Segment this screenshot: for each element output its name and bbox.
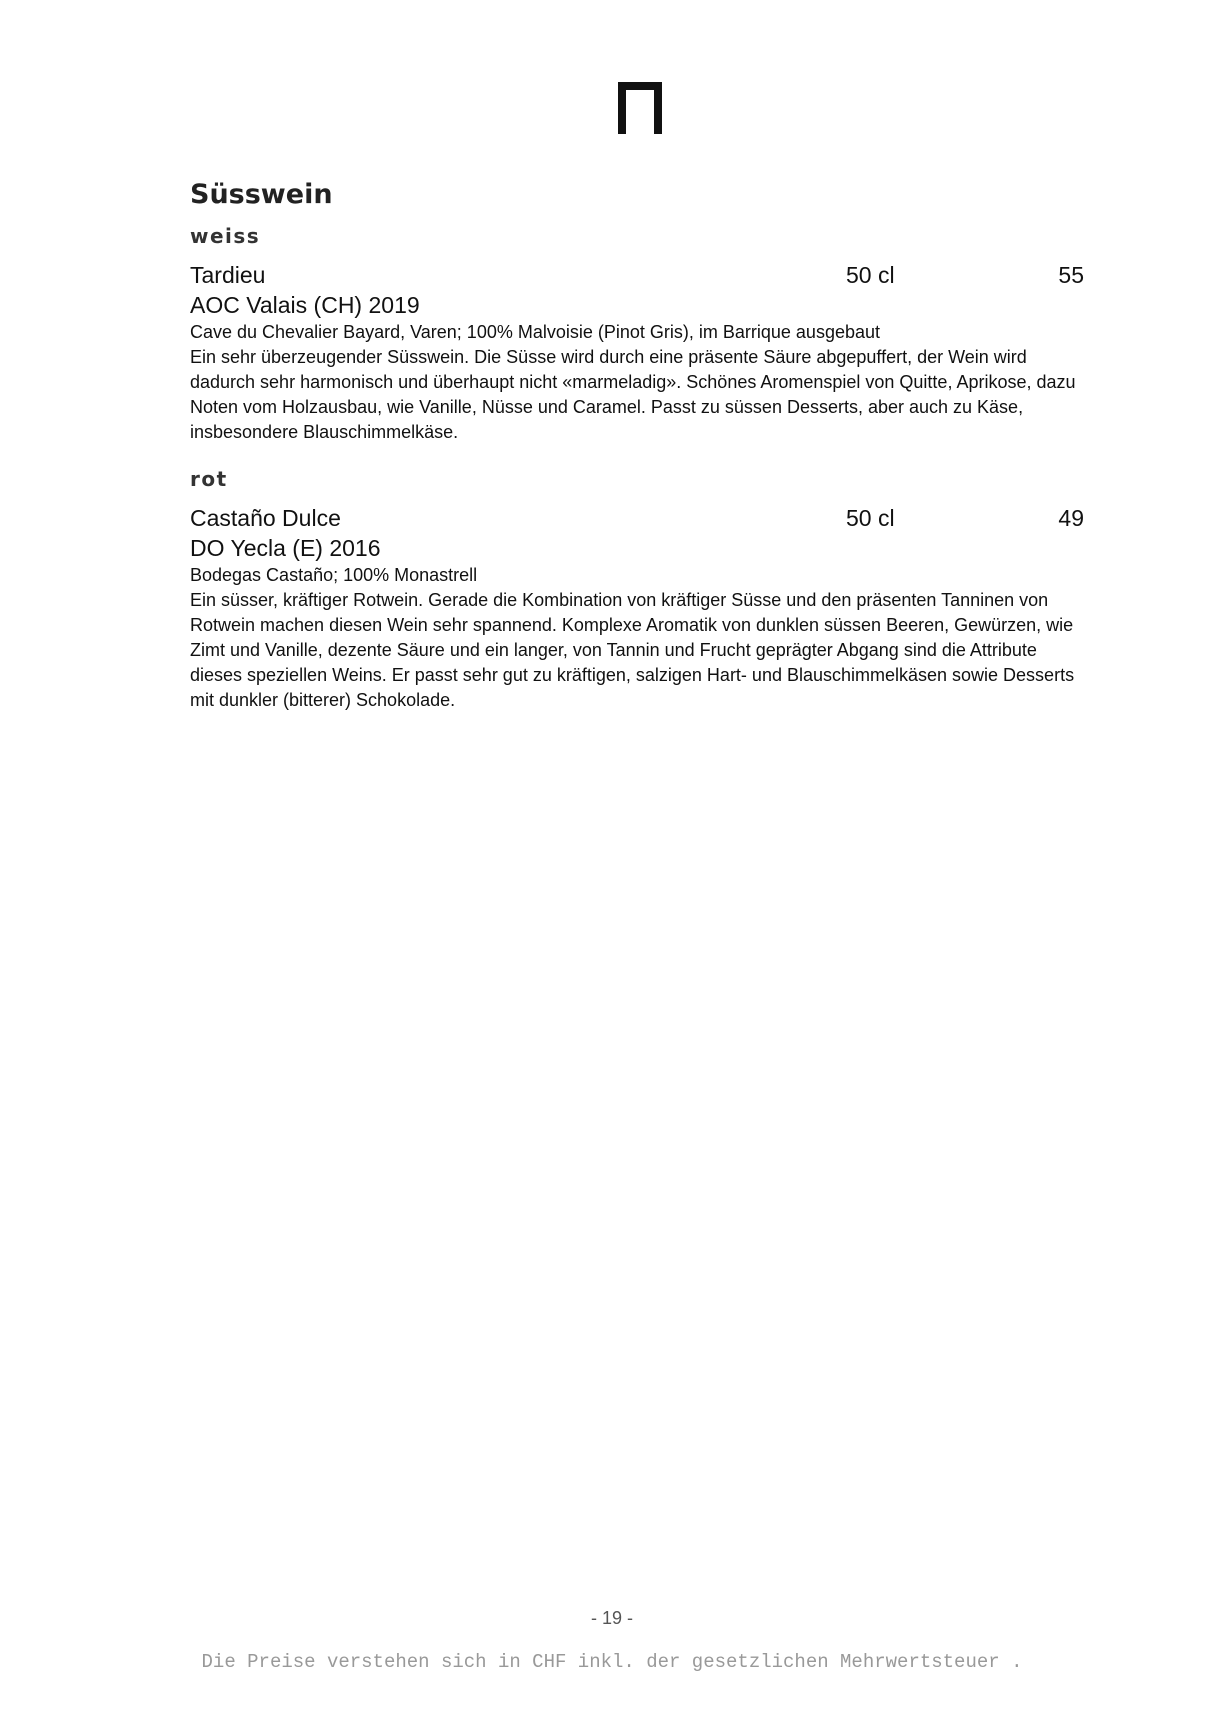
wine-list-content — [190, 176, 1084, 713]
section-title: Süsswein — [190, 179, 333, 210]
wine-name: Tardieu — [190, 262, 266, 288]
wine-description: Ein süsser, kräftiger Rotwein. Gerade die Kombination von kräftiger Süsse und den präsenten Tanninen von Rotwein machen diesen Wein sehr spannend. Komplexe Aromatik von dunklen süssen Beeren, Gewürzen, wie Zimt und Vanille, dezente Säure und ein langer, von Tannin und Frucht geprägter Abgang sind die Attribute dieses speziellen Weins. Er passt sehr gut zu kräftigen, salzigen Hart- und Blauschimmelkäsen sowie Desserts mit dunkler (bitterer) Schokolade. — [190, 590, 1075, 710]
wine-entry-tardieu — [190, 260, 1084, 445]
wine-description: Ein sehr überzeugender Süsswein. Die Süsse wird durch eine präsente Säure abgepuffert, der Wein wird dadurch sehr harmonisch und überhaupt nicht «marmeladig». Schönes Aromenspiel von Quitte, Aprikose, dazu Noten vom Holzausbau, wie Vanille, Nüsse und Caramel. Passt zu süssen Desserts, aber auch zu Käse, insbesondere Blauschimmelkäse. — [190, 347, 1076, 442]
wine-size: 50 cl — [846, 262, 895, 288]
wine-origin: DO Yecla (E) 2016 — [190, 535, 381, 561]
wine-origin: AOC Valais (CH) 2019 — [190, 292, 420, 318]
wine-entry-castano-dulce — [190, 503, 1084, 713]
subsection-weiss: weiss — [190, 224, 261, 248]
wine-size: 50 cl — [846, 505, 895, 531]
vat-footer-note: Die Preise verstehen sich in CHF inkl. der gesetzlichen Mehrwertsteuer . — [201, 1651, 1023, 1673]
wine-price: 55 — [1058, 262, 1084, 288]
page-number: - 19 - — [590, 1608, 633, 1628]
wine-name: Castaño Dulce — [190, 505, 341, 531]
wine-producer: Bodegas Castaño; 100% Monastrell — [190, 565, 478, 585]
subsection-rot: rot — [190, 467, 228, 491]
wine-header-row — [190, 503, 1084, 533]
wine-producer: Cave du Chevalier Bayard, Varen; 100% Malvoisie (Pinot Gris), im Barrique ausgebaut — [190, 322, 880, 342]
wine-header-row — [190, 260, 1084, 290]
pi-logo-icon — [618, 82, 662, 134]
wine-price: 49 — [1058, 505, 1084, 531]
